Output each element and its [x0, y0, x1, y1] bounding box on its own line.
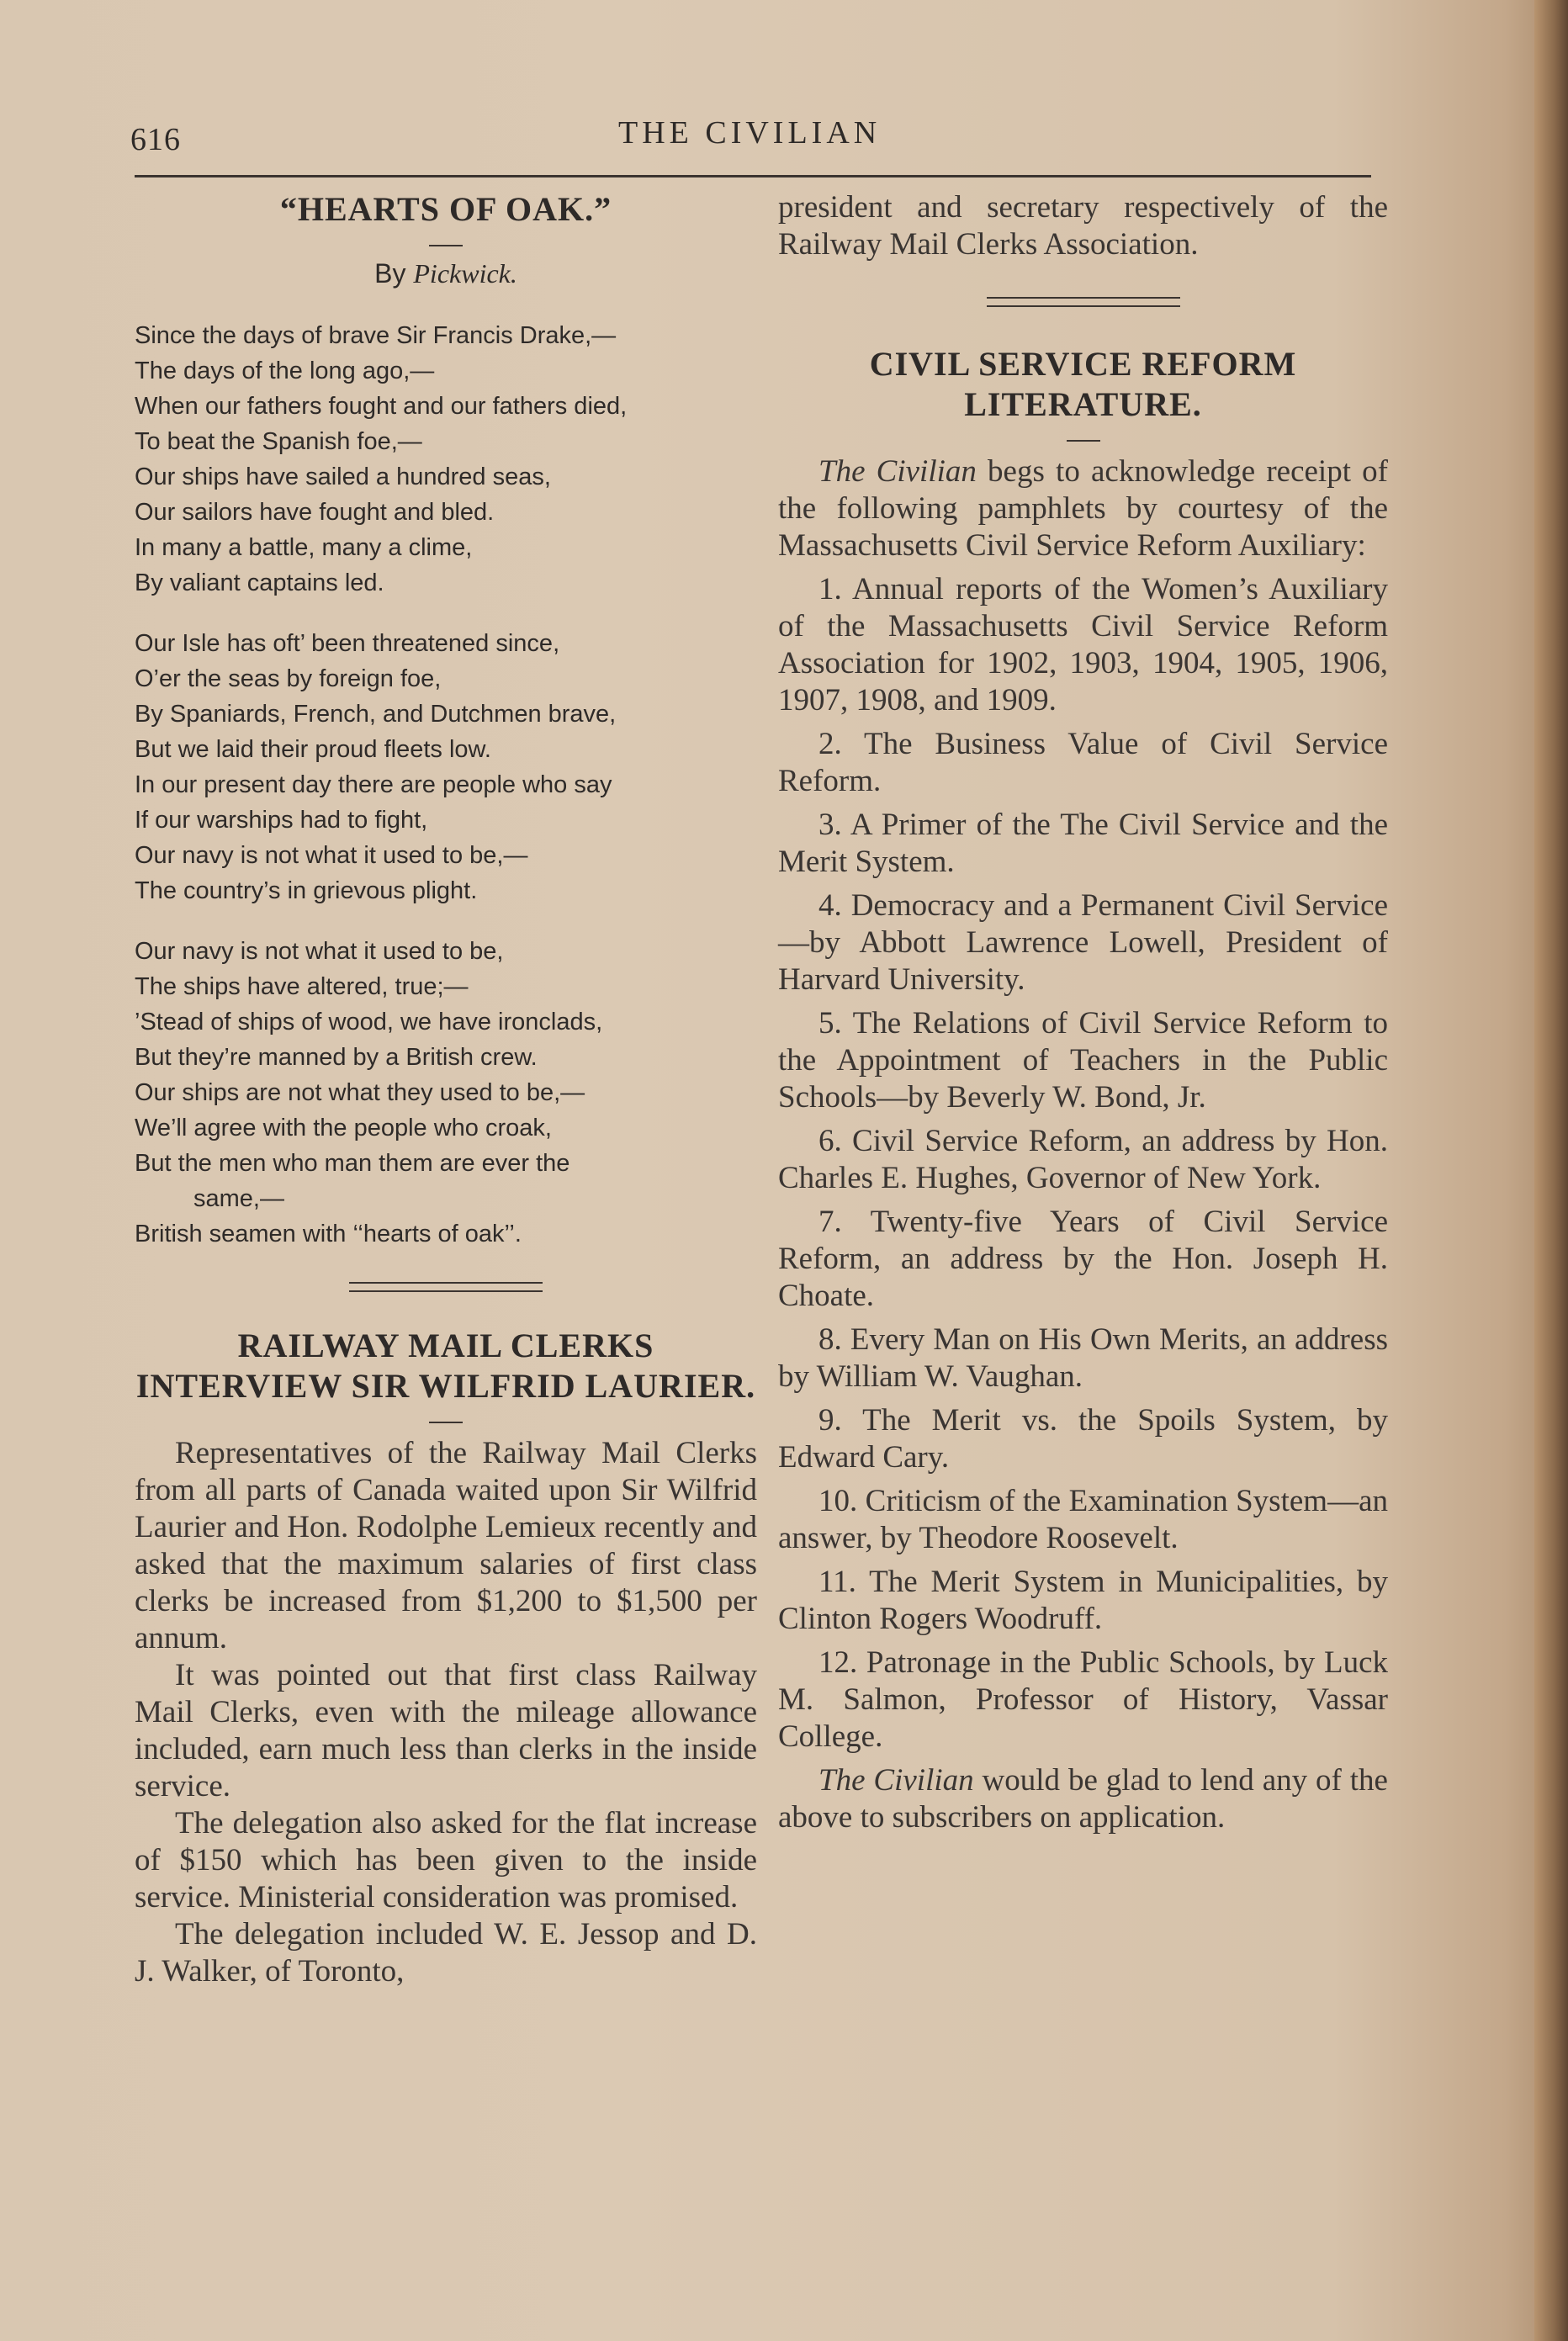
literature-closing	[778, 1762, 1388, 1836]
title-dash	[1067, 440, 1100, 442]
publication-name: The Civilian	[818, 454, 977, 489]
section-divider	[987, 297, 1180, 307]
poem-line: same,—	[193, 1185, 284, 1212]
article-title-literature: CIVIL SERVICE REFORM LITERATURE.	[869, 345, 1297, 423]
poem-line: By valiant captains led.	[135, 569, 384, 596]
article-paragraph: It was pointed out that first class Railway Mail Clerks, even with the mileage allowance included, earn much less than clerks in the inside service.	[135, 1658, 757, 1803]
poem-line: But we laid their proud fleets low.	[135, 736, 491, 763]
poem-line: The days of the long ago,—	[135, 358, 435, 384]
literature-intro	[778, 453, 1388, 564]
poem-line: We’ll agree with the people who croak,	[135, 1115, 552, 1141]
pamphlet-item: 7. Twenty-five Years of Civil Service Reform, an address by the Hon. Joseph H. Choate.	[778, 1205, 1388, 1313]
pamphlet-item: 4. Democracy and a Permanent Civil Service—by Abbott Lawrence Lowell, President of Harvard University.	[778, 888, 1388, 997]
pamphlet-item: 1. Annual reports of the Women’s Auxiliary of the Massachusetts Civil Service Reform Association for 1902, 1903, 1904, 1905, 1906, 1907, 1908, and 1909.	[778, 572, 1388, 718]
pamphlet-item: 8. Every Man on His Own Merits, an address by William W. Vaughan.	[778, 1322, 1388, 1394]
poem-line: To beat the Spanish foe,—	[135, 428, 422, 455]
article-title-railway: RAILWAY MAIL CLERKS INTERVIEW SIR WILFRID LAURIER.	[135, 1327, 756, 1405]
article-paragraph: The delegation included W. E. Jessop and D. J. Walker, of Toronto,	[135, 1917, 757, 1989]
poem-line: Our Isle has oft’ been threatened since,	[135, 630, 560, 657]
byline-prefix: By	[374, 258, 406, 289]
poem-stanza	[135, 934, 757, 1252]
poem-line: By Spaniards, French, and Dutchmen brave,	[135, 701, 617, 728]
closing-text: would be glad to lend any of the above to subscribers on application.	[778, 1763, 1388, 1835]
pamphlet-item: 12. Patronage in the Public Schools, by Luck M. Salmon, Professor of History, Vassar College.	[778, 1645, 1388, 1754]
poem-line: Our sailors have fought and bled.	[135, 499, 495, 526]
poem-line: In many a battle, many a clime,	[135, 534, 473, 561]
poem-line: British seamen with ‘‘hearts of oak’’.	[135, 1221, 522, 1247]
title-dash	[429, 1422, 463, 1423]
poem-line: In our present day there are people who say	[135, 771, 612, 798]
publication-name: The Civilian	[818, 1763, 974, 1798]
poem-line: Our navy is not what it used to be,—	[135, 842, 528, 869]
poem-line: But they’re manned by a British crew.	[135, 1044, 538, 1071]
journal-title: THE CIVILIAN	[618, 115, 882, 151]
pamphlet-item: 10. Criticism of the Examination System—an answer, by Theodore Roosevelt.	[778, 1484, 1388, 1555]
poem-stanza	[135, 318, 757, 601]
pamphlet-item: 11. The Merit System in Municipalities, by Clinton Rogers Woodruff.	[778, 1565, 1388, 1636]
pamphlet-item: 3. A Primer of the The Civil Service and the Merit System.	[778, 808, 1388, 879]
pamphlet-item: 9. The Merit vs. the Spoils System, by Edward Cary.	[778, 1403, 1388, 1475]
running-head	[0, 108, 1568, 158]
poem-line: ’Stead of ships of wood, we have ironclads,	[135, 1009, 603, 1035]
poem-line: The ships have altered, true;—	[135, 973, 469, 1000]
poem-line: Since the days of brave Sir Francis Drake,—	[135, 322, 617, 349]
article-continuation: president and secretary respectively of the Railway Mail Clerks Association.	[778, 190, 1388, 262]
poem-line: Our navy is not what it used to be,	[135, 938, 504, 965]
title-dash	[429, 245, 463, 246]
poem-author: Pickwick.	[413, 258, 517, 289]
article-paragraph: Representatives of the Railway Mail Clerks from all parts of Canada waited upon Sir Wilfrid Laurier and Hon. Rodolphe Lemieux recently and asked that the maximum salaries of first class clerks be increased from $1,200 to $1,500 per annum.	[135, 1436, 757, 1655]
article-paragraph: The delegation also asked for the flat increase of $150 which has been given to the inside service. Ministerial consideration was promised.	[135, 1806, 757, 1915]
poem-line: Our ships are not what they used to be,—	[135, 1079, 585, 1106]
right-column	[778, 189, 1388, 1836]
book-binding-edge	[1534, 0, 1568, 2341]
header-rule	[135, 175, 1371, 177]
poem-line: When our fathers fought and our fathers died,	[135, 393, 628, 420]
poem-line: Our ships have sailed a hundred seas,	[135, 463, 551, 490]
intro-text: begs to acknowledge receipt of the following pamphlets by courtesy of the Massachusetts Civil Service Reform Auxiliary:	[778, 454, 1388, 563]
poem-line: O’er the seas by foreign foe,	[135, 665, 442, 692]
poem-stanza	[135, 626, 757, 908]
pamphlet-item: 2. The Business Value of Civil Service Reform.	[778, 727, 1388, 798]
page-number: 616	[130, 122, 181, 157]
poem-line: If our warships had to fight,	[135, 807, 428, 834]
poem-line: But the men who man them are ever the	[135, 1150, 570, 1177]
left-column	[135, 189, 757, 1990]
pamphlet-item: 5. The Relations of Civil Service Reform to the Appointment of Teachers in the Public Schools—by Beverly W. Bond, Jr.	[778, 1006, 1388, 1115]
section-divider	[349, 1282, 543, 1292]
pamphlet-item: 6. Civil Service Reform, an address by Hon. Charles E. Hughes, Governor of New York.	[778, 1124, 1388, 1195]
poem-byline	[135, 258, 757, 289]
poem-line: The country’s in grievous plight.	[135, 877, 478, 904]
poem-title: “HEARTS OF OAK.”	[279, 190, 612, 228]
